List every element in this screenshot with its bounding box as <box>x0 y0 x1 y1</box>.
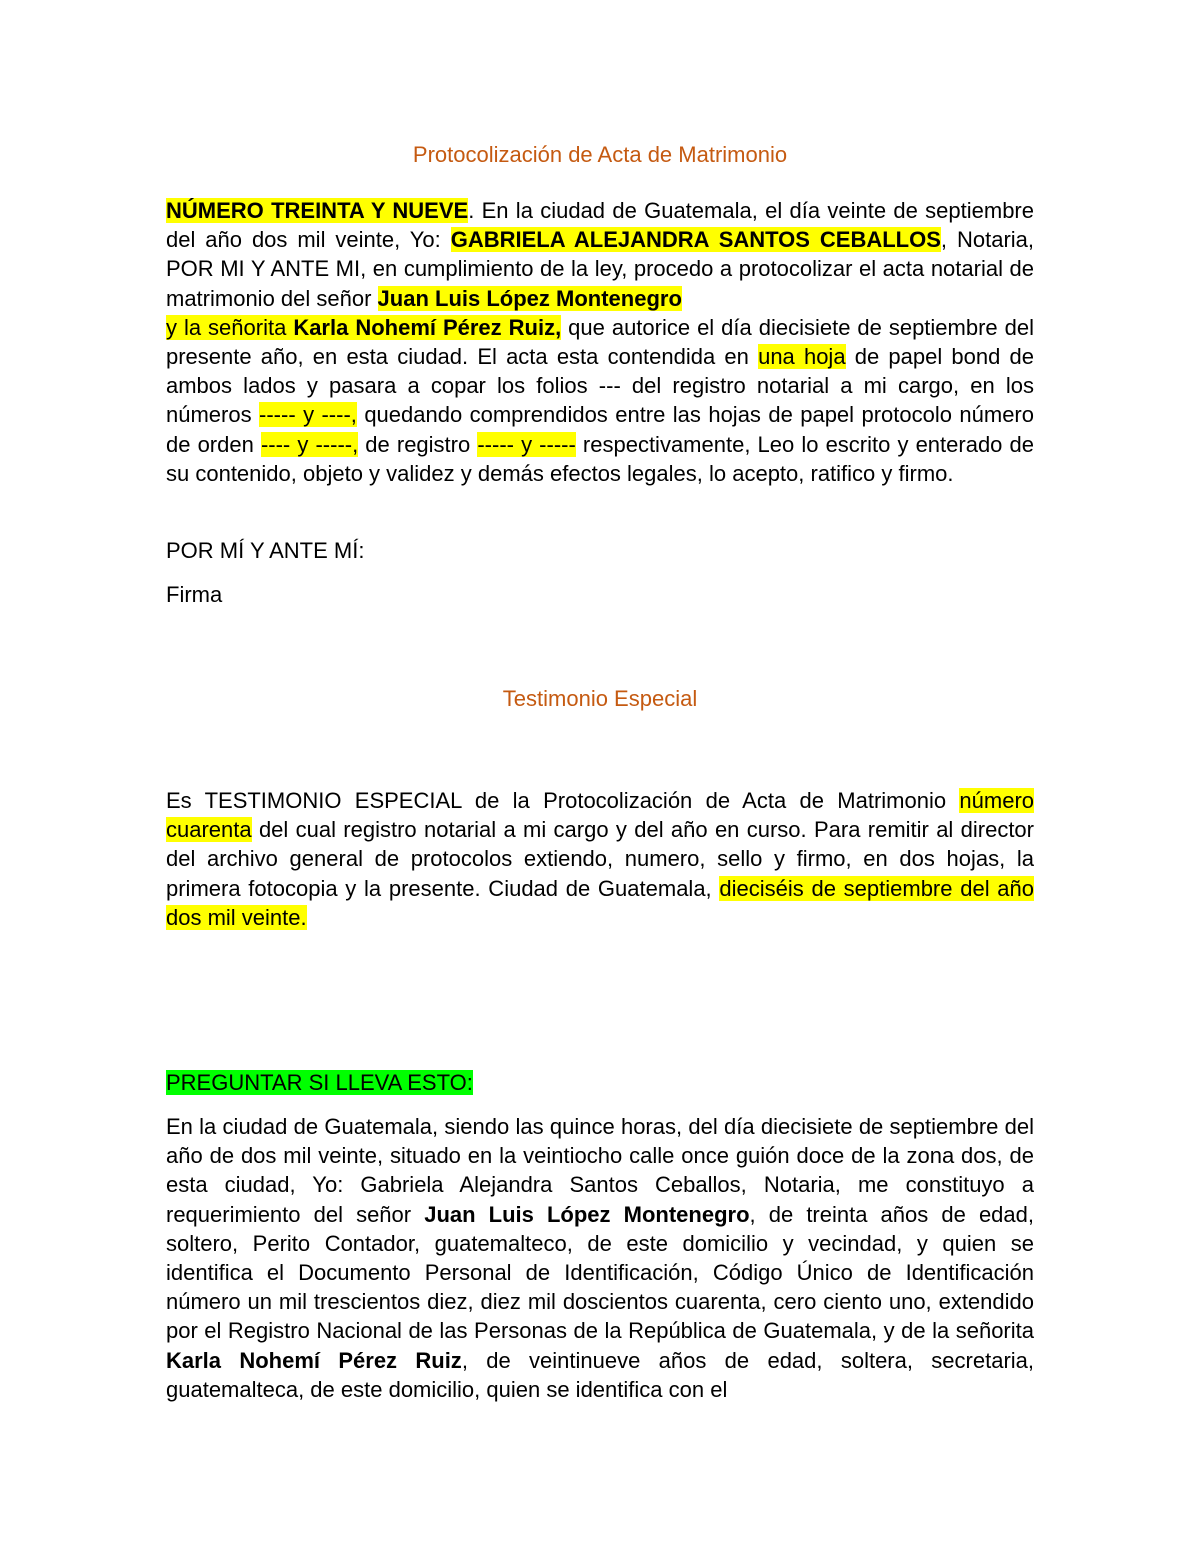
text: , de veintinueve años de edad, soltera, secretaria, guatemalteca, de este domicilio, quien se identifica con el <box>166 1347 1035 1402</box>
paragraph-testimonio <box>166 786 1034 932</box>
text: del cual registro notarial a mi cargo y del año en curso. Para remitir al director del archivo general de protocolos extiendo, numero, sello y firmo, en dos hojas, la primera fotocopia y la presente. Ciudad de Guatemala, <box>166 817 1034 901</box>
highlight-sheet: una hoja <box>758 344 846 370</box>
bride-name: Karla Nohemí Pérez Ruiz, <box>293 314 562 340</box>
act-number: NÚMERO TREINTA Y NUEVE <box>166 198 469 223</box>
highlight-registry: ----- y ----- <box>477 431 576 457</box>
highlight-date: dieciséis de septiembre del año dos mil veinte. <box>166 875 1035 930</box>
text: En la ciudad de Guatemala, siendo las quince horas, del día diecisiete de septiembre del año de dos mil veinte, situado en la veintiocho calle once guión doce de la zona dos, de esta ciudad, Yo: Gabriela Alejandra Santos Ceballos, Notaria, me constituyo a requerimiento del señor <box>166 1114 1034 1227</box>
text: que autorice el día diecisiete de septiembre del presente año, en esta ciudad. El acta esta contendida en <box>166 314 1034 370</box>
highlight-numbers: ----- y ----, <box>259 402 357 428</box>
text: , Notaria, POR MI Y ANTE MI, en cumplimiento de la ley, procedo a protocolizar el acta notarial de matrimonio del señor <box>166 227 1035 311</box>
highlight-order: ---- y -----, <box>260 431 359 457</box>
firma-label: Firma <box>166 582 223 607</box>
groom-name: Juan Luis López Montenegro <box>424 1201 750 1227</box>
text: . En la ciudad de Guatemala, el día veinte de septiembre del año dos mil veinte, Yo: <box>166 198 1034 253</box>
text: de papel bond de ambos lados y pasara a copar los folios --- del registro notarial a mi cargo, en los números <box>166 344 1034 428</box>
text: quedando comprendidos entre las hojas de papel protocolo número de orden <box>166 402 1034 457</box>
paragraph-protocolizacion <box>166 196 1034 488</box>
text-highlighted: y la señorita <box>166 314 294 340</box>
por-mi-y-ante-mi: POR MÍ Y ANTE MÍ: <box>166 538 365 563</box>
title-protocolizacion: Protocolización de Acta de Matrimonio <box>412 142 788 167</box>
text: , de treinta años de edad, soltero, Perito Contador, guatemalteco, de este domicilio y vecindad, y quien se identifica el Documento Personal de Identificación, Código Único de Identificación número un mil trescientos diez, diez mil doscientos cuarenta, cero ciento uno, extendido por el Registro Nacional de las Personas de la República de Guatemala, y de la señorita <box>166 1201 1034 1344</box>
text: respectivamente, Leo lo escrito y enterado de su contenido, objeto y validez y demás efectos legales, lo acepto, ratifico y firmo. <box>166 431 1034 486</box>
text: de registro <box>358 431 478 457</box>
question-text: PREGUNTAR SI LLEVA ESTO: <box>166 1070 473 1095</box>
highlight-number: número cuarenta <box>166 788 1034 843</box>
question-heading <box>166 1068 473 1097</box>
notary-name: GABRIELA ALEJANDRA SANTOS CEBALLOS <box>450 227 941 253</box>
groom-name: Juan Luis López Montenegro <box>377 285 682 311</box>
title-testimonio: Testimonio Especial <box>502 686 698 711</box>
paragraph-acta <box>166 1112 1034 1404</box>
bride-name: Karla Nohemí Pérez Ruiz <box>166 1347 462 1373</box>
text: Es TESTIMONIO ESPECIAL de la Protocolización de Acta de Matrimonio <box>166 788 960 813</box>
